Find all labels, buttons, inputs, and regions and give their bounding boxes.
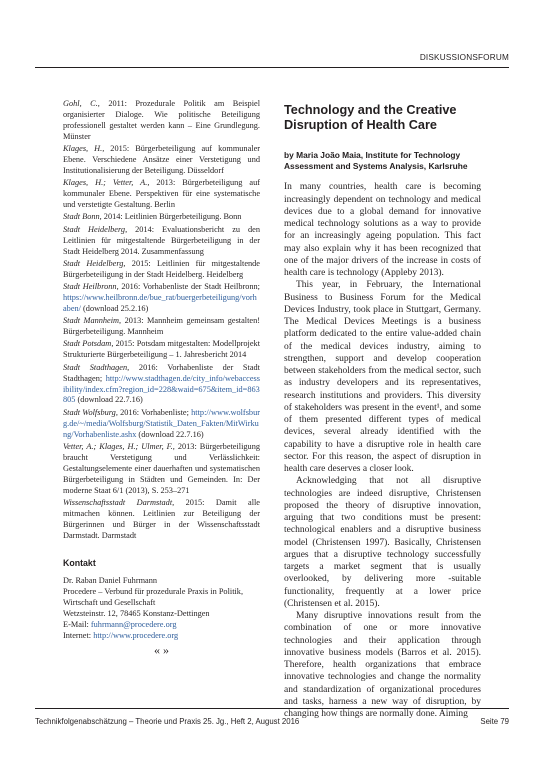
left-column [63, 99, 260, 657]
contact-organization: Procedere – Verbund für prozedurale Praxis in Politik, Wirtschaft und Gesellschaft [63, 586, 244, 607]
reference-entry [63, 363, 260, 407]
reference-entry [63, 339, 260, 361]
reference-author: Stadt Heilbronn [63, 282, 117, 292]
footer-rule [35, 708, 509, 709]
article-body [284, 181, 481, 720]
footer-page-number: Seite 79 [480, 717, 509, 726]
reference-entry [63, 99, 260, 143]
internet-label: Internet: [63, 630, 94, 640]
reference-author: Vetter, A.; Klages, H.; Ulmer, F. [63, 441, 173, 451]
reference-entry [63, 408, 260, 441]
article-paragraph: In many countries, health care is becoming increasingly dependent on technology and medical devices due to a global demand for innovative medical technology solutions as a way to provide for an increasingly ageing population. This fact may also explain why it has been recognized that one of the major drivers of the increase in costs of health care is technology (Appleby 2013). [284, 182, 481, 279]
article-paragraph: This year, in February, the International Business to Business Forum for the Medical Devices Industry, took place in Stuttgart, Germany. The Medical Devices Meetings is a business platform dedicated to the entire value-added chain of the medical devices industry, aiming to strengthen, support and develop cooperation between stakeholders from the medical sector, such as industry developers and its representatives, research institutions and providers. This diversity of stakeholders was present in the event¹, and some of them presented different types of medical devices, several already identified with the capability to have a disruptive role in health care sector. For this reason, the aspect of disruption in health care deserves a closer look. [284, 280, 481, 475]
right-column [284, 103, 481, 720]
reference-entry [63, 212, 260, 223]
reference-text: , 2016: Vorhabenliste; [115, 407, 192, 417]
reference-entry [63, 178, 260, 211]
reference-link[interactable]: http://www.stadthagen.de/city_info/webaccessibility/index.cfm?region_id=228&waid=675&item_id=863805 [63, 373, 260, 405]
reference-link[interactable]: https://www.heilbronn.de/bue_rat/buergerbeteiligung/vorhaben/ [63, 292, 257, 313]
reference-text: , 2011: Prozedurale Politik am Beispiel organisierter Dialoge. Wie politische Beteiligung professionell gestaltet werden kann – Eine Grundlegung. Münster [63, 99, 260, 141]
reference-author: Stadt Wolfsburg [63, 407, 116, 417]
reference-text: , 2013: Bürgerbeteiligung auf kommunaler Ebene. Perspektiven für eine systematische und verstetigte Gestaltung. Berlin [63, 178, 260, 210]
end-mark: « » [154, 643, 169, 658]
reference-entry [63, 282, 260, 315]
article-paragraph: Many disruptive innovations result from the combination of one or more innovative technologies and their application through innovative business models (Barros et al. 2015). Therefore, health organizations that embrace innovative technologies and change the normality and standardization of organizational procedures and tasks, harness a new way of disruption, by changing how things are normally done. Aiming [284, 611, 481, 720]
reference-text: , 2015: Potsdam mitgestalten: Modellprojekt Strukturierte Bürgerbeteiligung – 1. Jahresbericht 2014 [63, 339, 261, 360]
contact-address: Wetzsteinstr. 12, 78465 Konstanz-Dettingen [63, 608, 210, 618]
reference-entry [63, 442, 260, 497]
article-title: Technology and the Creative Disruption of Health Care [284, 103, 457, 133]
reference-download-note: (download 22.7.16) [75, 395, 143, 405]
reference-download-note: (download 25.2.16) [80, 303, 149, 313]
article-byline: by Maria João Maia, Institute for Technology Assessment and Systems Analysis, Karlsruhe [284, 149, 468, 171]
email-link[interactable]: fuhrmann@procedere.org [90, 619, 177, 629]
reference-author: Klages, H. [63, 144, 103, 154]
reference-author: Stadt Mannheim [63, 316, 120, 326]
reference-author: Gohl, C. [63, 99, 98, 108]
reference-entry [63, 225, 260, 258]
reference-list [63, 99, 260, 542]
reference-download-note: (download 22.7.16) [136, 429, 204, 439]
article-paragraph: Acknowledging that not all disruptive technologies are indeed disruptive, Christensen proposed the theory of disruptive innovation, arguing that two conditions must be present: technological enablers and a disruptive business model (Christensen 1997). Basically, Christensen argues that a disruptive technology successfully targets a market segment that is usually overlooked, by delivering more -suitable functionality, frequently at a lower price (Christensen et al. 2015). [284, 476, 481, 609]
reference-author: Wissenschaftsstadt Darmstadt [63, 497, 173, 507]
reference-text: , 2014: Leitlinien Bürgerbeteiligung. Bonn [99, 212, 242, 222]
reference-link[interactable]: http://www.wolfsburg.de/~/media/Wolfsburg/Statistik_Daten_Fakten/MitWirkung/Vorhabenliste.ashx [63, 407, 260, 439]
email-label: E-Mail: [63, 619, 91, 629]
reference-author: Stadt Heidelberg [63, 258, 124, 268]
section-label: DISKUSSIONSFORUM [419, 53, 509, 62]
reference-text: , 2013: Mannheim gemeinsam gestalten! Bürgerbeteiligung. Mannheim [63, 316, 260, 337]
reference-text: , 2013: Bürgerbeteiligung braucht Verstetigung und Verlässlichkeit: Gestaltungselemente einer dauerhaften und systematischen Bürgerbeteiligung in Städten und Gemeinden. In: Der moderne Staat 6/1 (2013), S. 253–271 [63, 441, 261, 495]
contact-email [63, 620, 260, 631]
reference-author: Klages, H.; Vetter, A. [63, 178, 148, 188]
reference-text: , 2015: Bürgerbeteiligung auf kommunaler Ebene. Verschiedene Ansätze einer Verstetigung und Institutionalisierung der Beteiligung. Düsseldorf [63, 144, 261, 176]
reference-text: , 2015: Damit alle mitmachen können. Leitlinien zur Beteiligung der Bürgerinnen und Bürger in der Wissenschaftsstadt Darmstadt. Darmstadt [63, 497, 260, 540]
reference-entry [63, 144, 260, 177]
contact-internet [63, 631, 260, 642]
reference-text: , 2014: Evaluationsbericht zu den Leitlinien für mitgestaltende Bürgerbeteiligung in der Stadt Heidelberg 2014. Zusammenfassung [63, 224, 260, 256]
reference-entry [63, 498, 260, 542]
reference-author: Stadt Potsdam [63, 339, 112, 349]
internet-link[interactable]: http://www.procedere.org [93, 630, 179, 640]
reference-entry [63, 259, 260, 281]
reference-entry [63, 316, 260, 338]
reference-text: , 2016: Vorhabenliste der Stadt Heilbronn; [116, 282, 260, 292]
reference-author: Stadt Heidelberg [63, 224, 126, 234]
reference-text: , 2015: Leitlinien für mitgestaltende Bürgerbeteiligung in der Stadt Heidelberg. Heidelberg [63, 258, 260, 279]
contact-name: Dr. Raban Daniel Fuhrmann [63, 575, 158, 585]
header-rule [35, 67, 509, 68]
reference-author: Stadt Stadthagen [63, 362, 128, 372]
footer-journal: Technikfolgenabschätzung – Theorie und Praxis 25. Jg., Heft 2, August 2016 [35, 717, 300, 726]
reference-text: , 2016: Vorhabenliste der Stadt Stadthagen; [63, 362, 260, 383]
contact-heading: Kontakt [63, 557, 96, 568]
reference-author: Stadt Bonn [63, 212, 100, 222]
